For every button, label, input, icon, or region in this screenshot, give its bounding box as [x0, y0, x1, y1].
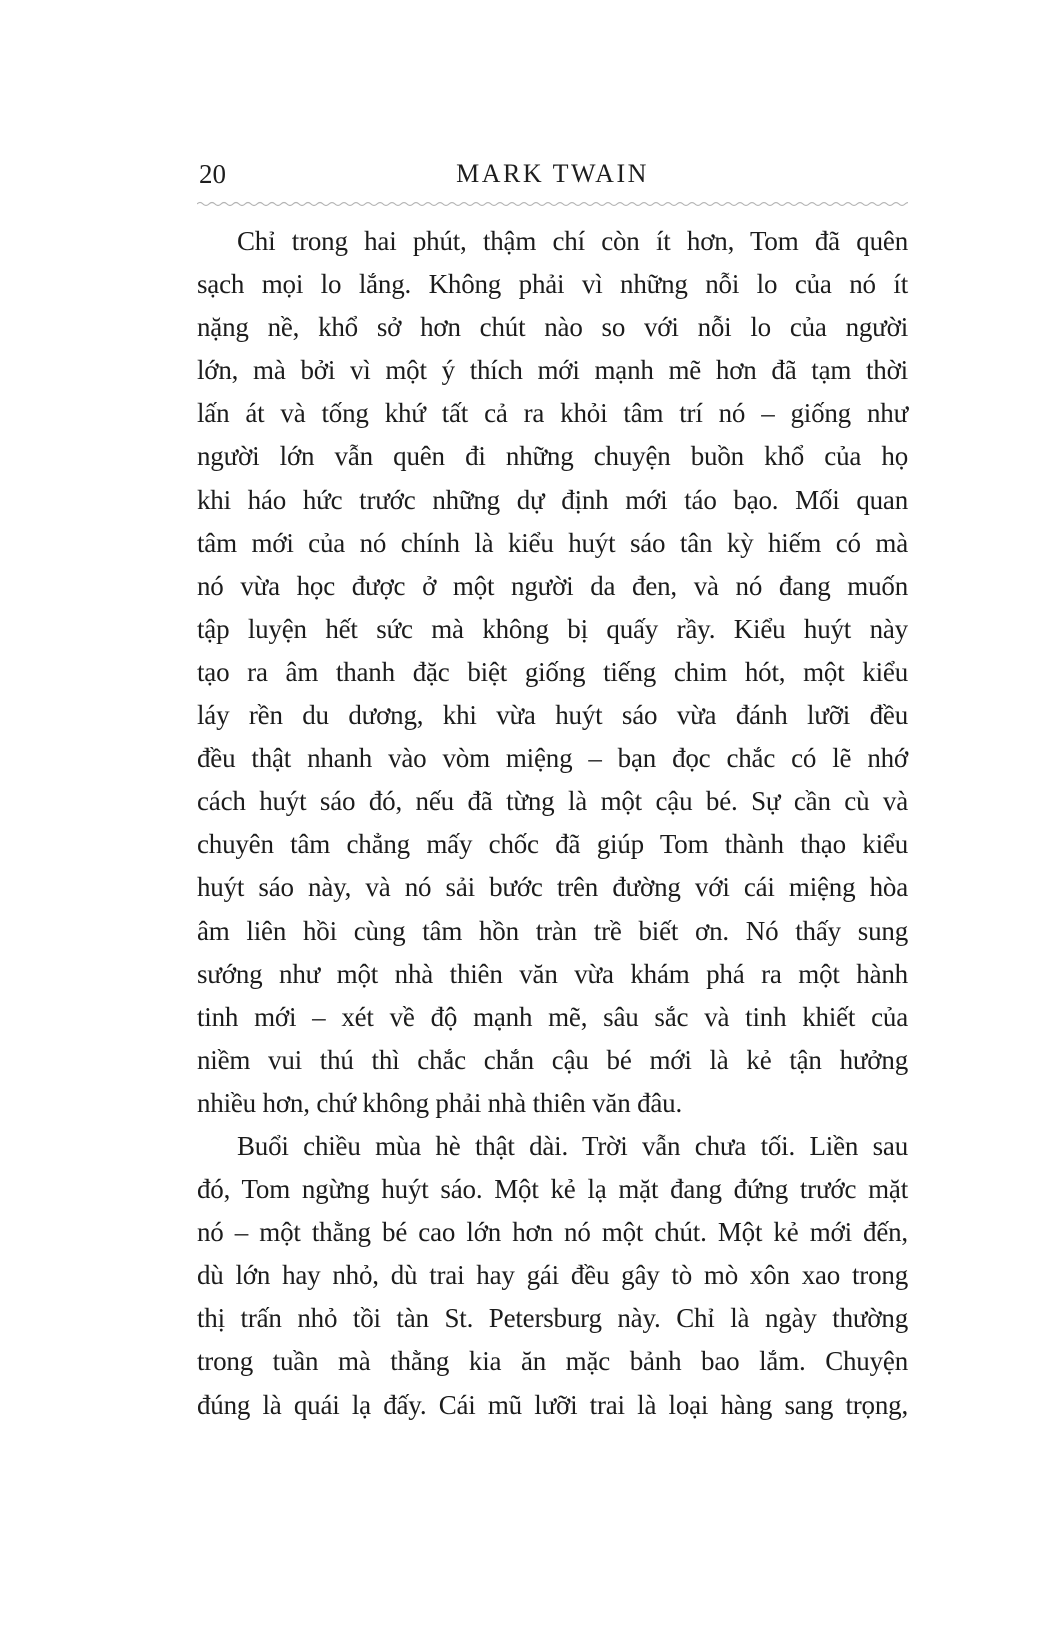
text-line: sướng như một nhà thiên văn vừa khám phá ra một hành — [197, 958, 908, 989]
text-line: huýt sáo này, và nó sải bước trên đường với cái miệng hòa — [197, 872, 908, 903]
text-line: nó vừa học được ở một người da đen, và nó đang muốn — [197, 570, 908, 601]
text-line: tập luyện hết sức mà không bị quấy rầy. Kiểu huýt này — [197, 613, 908, 644]
text-line: trong tuần mà thằng kia ăn mặc bảnh bao lắm. Chuyện — [197, 1346, 908, 1377]
text-line: nhiều hơn, chứ không phải nhà thiên văn đâu. — [197, 1087, 683, 1118]
text-line: chuyên tâm chẳng mấy chốc đã giúp Tom thành thạo kiểu — [197, 829, 908, 860]
text-line: nó – một thằng bé cao lớn hơn nó một chút. Một kẻ mới đến, — [197, 1217, 908, 1248]
running-header-title: MARK TWAIN — [456, 159, 649, 188]
text-line: Chỉ trong hai phút, thậm chí còn ít hơn, Tom đã quên — [237, 226, 908, 256]
text-line: láy rền du dương, khi vừa huýt sáo vừa đánh lưỡi đều — [197, 700, 908, 731]
text-line: đúng là quái lạ đấy. Cái mũ lưỡi trai là loại hàng sang trọng, — [197, 1389, 908, 1420]
text-line: đó, Tom ngừng huýt sáo. Một kẻ lạ mặt đang đứng trước mặt — [197, 1174, 908, 1205]
text-line: tạo ra âm thanh đặc biệt giống tiếng chim hót, một kiểu — [197, 656, 908, 687]
page-number: 20 — [199, 159, 226, 189]
text-line: âm liên hồi cùng tâm hồn tràn trề biết ơn. Nó thấy sung — [197, 915, 908, 946]
text-line: dù lớn hay nhỏ, dù trai hay gái đều gây tò mò xôn xao trong — [197, 1260, 908, 1291]
text-line: nặng nề, khổ sở hơn chút nào so với nỗi lo của người — [197, 312, 908, 343]
text-line: sạch mọi lo lắng. Không phải vì những nỗi lo của nó ít — [197, 269, 908, 300]
decorative-wavy-rule — [197, 199, 908, 209]
page-header — [197, 158, 908, 190]
text-line: Buổi chiều mùa hè thật dài. Trời vẫn chưa tối. Liền sau — [237, 1130, 908, 1161]
text-line: tinh mới – xét về độ mạnh mẽ, sâu sắc và tinh khiết của — [197, 1001, 908, 1032]
text-line: người lớn vẫn quên đi những chuyện buồn khổ của họ — [197, 441, 908, 472]
body-text — [197, 220, 908, 1427]
text-line: đều thật nhanh vào vòm miệng – bạn đọc chắc có lẽ nhớ — [197, 743, 908, 774]
text-line: tâm mới của nó chính là kiểu huýt sáo tân kỳ hiếm có mà — [197, 527, 908, 558]
text-line: lớn, mà bởi vì một ý thích mới mạnh mẽ hơn đã tạm thời — [197, 355, 908, 386]
text-line: cách huýt sáo đó, nếu đã từng là một cậu bé. Sự cần cù và — [197, 786, 908, 817]
text-line: khi háo hức trước những dự định mới táo bạo. Mối quan — [197, 484, 908, 515]
text-line: niềm vui thú thì chắc chắn cậu bé mới là kẻ tận hưởng — [197, 1044, 908, 1075]
text-line: thị trấn nhỏ tồi tàn St. Petersburg này. Chỉ là ngày thường — [197, 1303, 908, 1334]
text-line: lấn át và tống khứ tất cả ra khỏi tâm trí nó – giống như — [197, 398, 908, 429]
